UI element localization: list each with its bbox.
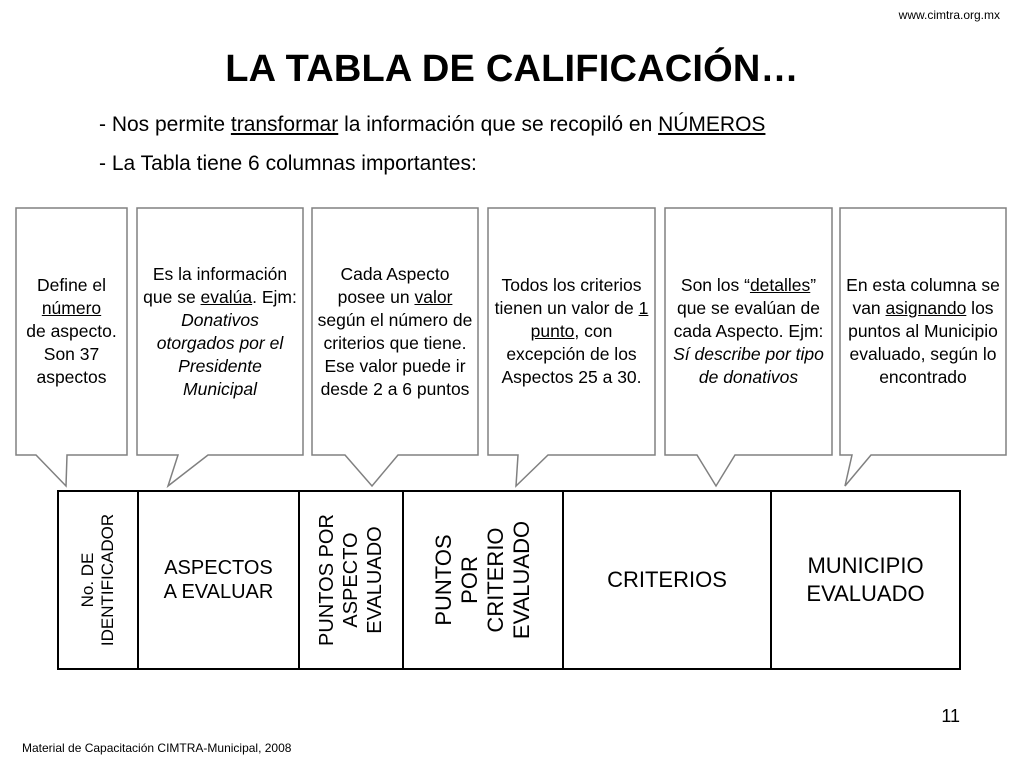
- callout-6-underlined: asignando: [885, 298, 967, 318]
- bullet-1-middle: la información que se recopiló en: [338, 113, 659, 136]
- bullet-1-word: transformar: [230, 113, 339, 136]
- callout-4-underlined: 1 punto: [530, 298, 649, 341]
- col-2-line-1: ASPECTOS: [164, 557, 273, 579]
- slide-title: LA TABLA DE CALIFICACIÓN…: [225, 48, 799, 90]
- col-identificador-header: [78, 514, 118, 646]
- bullet-1-end: NÚMEROS: [658, 113, 766, 136]
- col-4-line-4: EVALUADO: [509, 520, 534, 640]
- callout-2-part-a: Es la información que se: [143, 263, 288, 307]
- col-puntos-aspecto-header: [315, 514, 387, 646]
- col-1-line-1: No. DE: [78, 552, 98, 608]
- callout-2-underlined: evalúa: [200, 286, 253, 307]
- col-criterios: [562, 492, 770, 668]
- callout-3-underlined: valor: [414, 286, 453, 307]
- callout-4-part-a: Todos los criterios tienen un valor de: [494, 275, 642, 318]
- col-2-line-2: A EVALUAR: [163, 581, 274, 603]
- col-puntos-criterio: [402, 492, 562, 668]
- col-puntos-aspecto: [298, 492, 402, 668]
- callout-3-part-a: Cada Aspecto posee un: [337, 263, 450, 307]
- callout-5-part-b: ” que se evalúan de cada Aspecto. Ejm:: [673, 275, 824, 341]
- col-4-line-2: POR: [457, 556, 482, 604]
- col-3-line-1: PUNTOS POR: [316, 514, 338, 646]
- callout-5-text: [665, 208, 832, 455]
- callout-2-text: [137, 208, 303, 455]
- callout-3-part-b: según el número de criterios que tiene. Ese valor puede ir desde 2 a 6 puntos: [317, 309, 473, 399]
- col-identificador: [59, 492, 137, 668]
- callout-6-text: [840, 208, 1006, 455]
- col-4-line-1: PUNTOS: [431, 534, 456, 626]
- callout-2-part-b: . Ejm:: [252, 286, 297, 307]
- col-aspectos: [137, 492, 298, 668]
- callout-1-part-a: Define el: [36, 275, 107, 295]
- callout-2-italic: Donativos otorgados por el Presidente Municipal: [156, 309, 284, 399]
- col-5-label: CRITERIOS: [607, 567, 727, 592]
- bullet-1-prefix: - Nos permite: [99, 113, 231, 136]
- callout-5-part-a: Son los “: [680, 275, 750, 295]
- callout-6-part-a: En esta columna se van: [846, 275, 1000, 318]
- callout-1-part-b: de aspecto. Son 37 aspectos: [26, 321, 117, 387]
- callout-4-part-b: , con excepción de los Aspectos 25 a 30.: [501, 321, 642, 387]
- callout-6-part-b: los puntos al Municipio evaluado, según lo encontrado: [848, 298, 998, 387]
- callout-5-italic: Sí describe por tipo de donativos: [673, 344, 824, 387]
- col-6-line-2: EVALUADO: [806, 581, 925, 606]
- col-3-line-2: ASPECTO: [340, 532, 362, 628]
- callout-1-text: [16, 208, 127, 455]
- callout-1-underlined: número: [41, 298, 102, 318]
- col-1-line-2: IDENTIFICADOR: [98, 513, 118, 647]
- callout-4-text: [488, 208, 655, 455]
- footer-credit: Material de Capacitación CIMTRA-Municipal, 2008: [22, 741, 292, 755]
- col-4-line-3: CRITERIO: [483, 527, 508, 633]
- site-url: www.cimtra.org.mx: [898, 8, 1000, 22]
- bullet-columns: - La Tabla tiene 6 columnas importantes:: [99, 152, 477, 175]
- page-number: 11: [941, 706, 960, 726]
- callout-3-text: [312, 208, 478, 455]
- callout-5-underlined: detalles: [749, 275, 811, 295]
- col-6-line-1: MUNICIPIO: [807, 553, 924, 578]
- col-3-line-3: EVALUADO: [364, 526, 386, 634]
- col-puntos-criterio-header: [431, 521, 535, 639]
- col-municipio: [770, 492, 959, 668]
- rating-table: [57, 490, 961, 670]
